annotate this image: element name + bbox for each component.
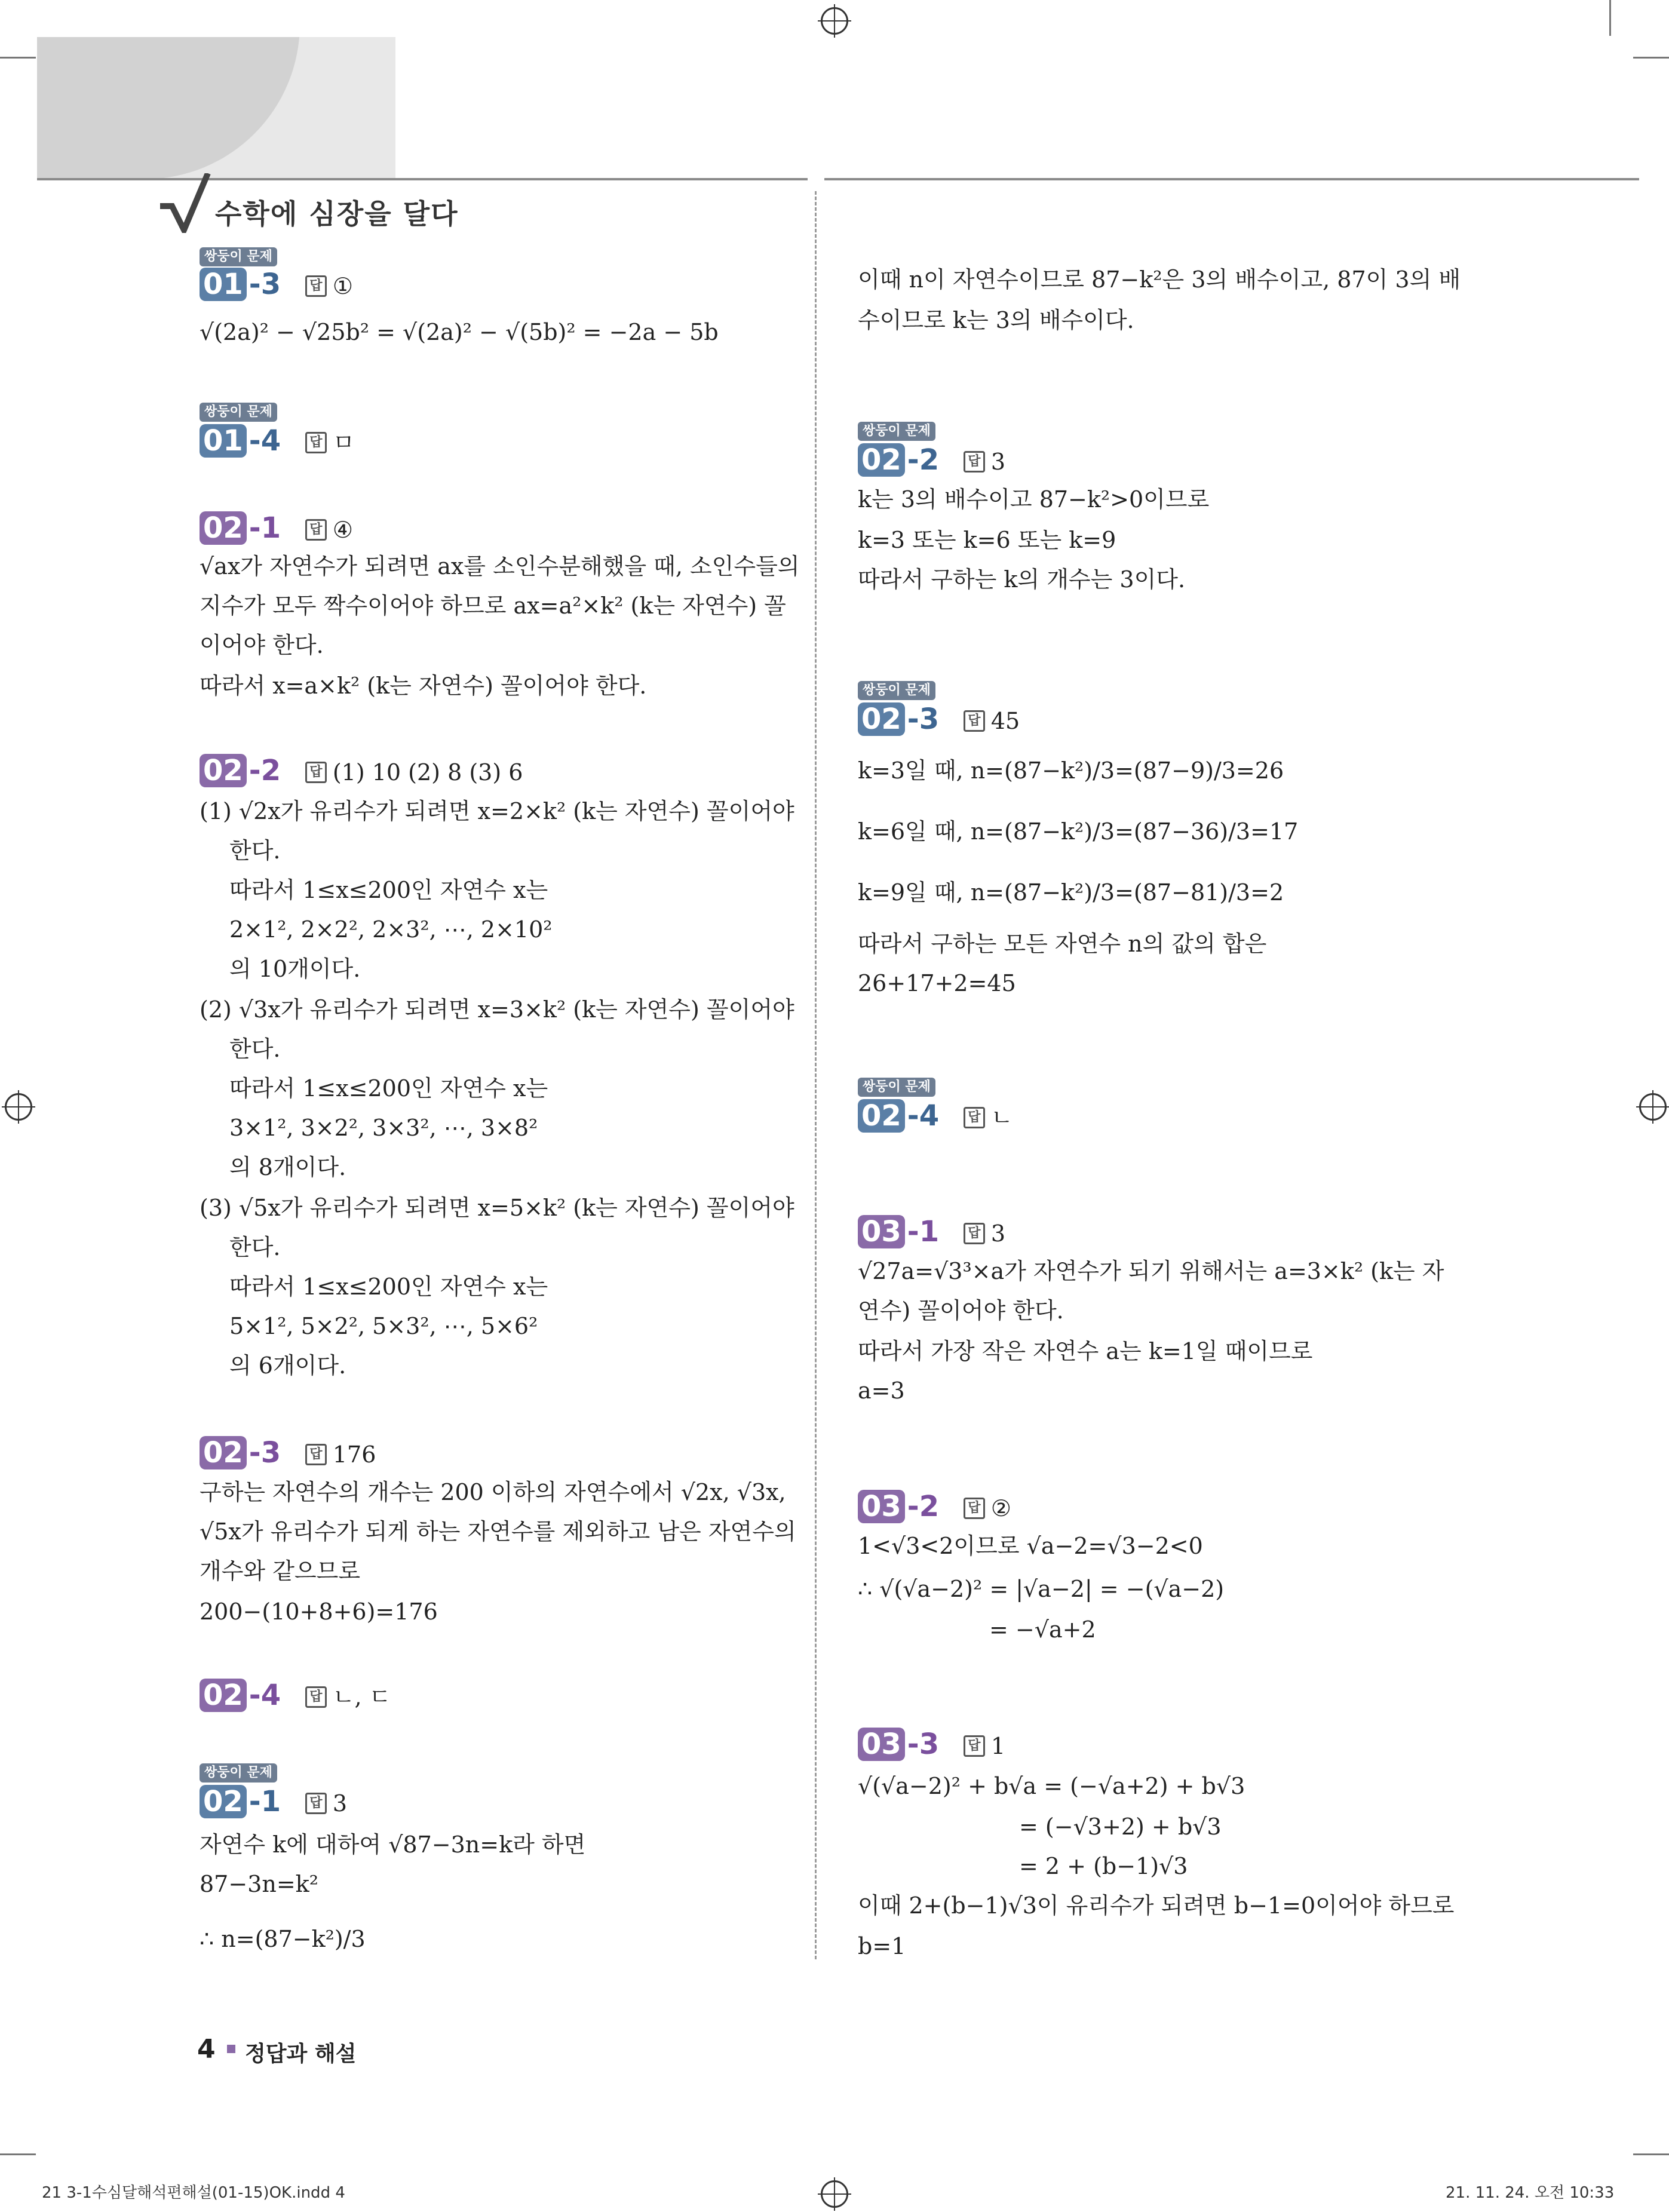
solution-line: 26+17+2=45 [858, 970, 1016, 996]
answer-icon: 답 [964, 1107, 985, 1128]
column-divider [815, 191, 817, 1959]
solution-line: 연수) 꼴이어야 한다. [858, 1297, 1064, 1324]
solution-line: 의 8개이다. [229, 1154, 346, 1180]
solution-line: 지수가 모두 짝수이어야 하므로 ax=a²×k² (k는 자연수) 꼴 [200, 593, 786, 619]
problem-number-02-3: 02 -3 답 176 [200, 1436, 376, 1471]
solution-line: 2×1², 2×2², 2×3², ⋯, 2×10² [229, 916, 553, 943]
solution-line: 1<√3<2이므로 √a−2=√3−2<0 [858, 1533, 1203, 1559]
solution-line: b=1 [858, 1933, 906, 1959]
solution-line: 의 6개이다. [229, 1352, 346, 1379]
solution-line: 수이므로 k는 3의 배수이다. [858, 307, 1134, 333]
answer-icon: 답 [964, 1223, 985, 1244]
solution-line: k=3일 때, n=(87−k²)/3=(87−9)/3=26 [858, 757, 1284, 784]
twin-problem-badge: 쌍둥이 문제 [200, 1763, 277, 1783]
solution-line: 3×1², 3×2², 3×3², ⋯, 3×8² [229, 1115, 538, 1141]
solution-line: 의 10개이다. [229, 956, 361, 982]
solution-line: = 2 + (b−1)√3 [1019, 1853, 1188, 1879]
problem-number-01-3: 01 -3 답 ① [200, 268, 353, 303]
crop-mark [0, 57, 36, 59]
footer-label: 정답과 해설 [245, 2042, 357, 2066]
answer-icon: 답 [305, 1793, 327, 1814]
solution-line: 따라서 1≤x≤200인 자연수 x는 [229, 877, 548, 903]
solution-line: = (−√3+2) + b√3 [1019, 1814, 1222, 1840]
print-slug-file: 21 3-1수심달해석편해설(01-15)OK.indd 4 [42, 2184, 345, 2202]
answer-icon: 답 [964, 1498, 985, 1519]
solution-line: 따라서 구하는 k의 개수는 3이다. [858, 566, 1186, 593]
solution-line: √ax가 자연수가 되려면 ax를 소인수분해했을 때, 소인수들의 [200, 553, 800, 579]
solution-line: (1) √2x가 유리수가 되려면 x=2×k² (k는 자연수) 꼴이어야 [200, 798, 794, 824]
answer-icon: 답 [305, 432, 327, 453]
solution-line: 한다. [229, 1036, 281, 1062]
problem-number-twin-02-4: 02 -4 답 ㄴ [858, 1099, 1013, 1134]
twin-problem-badge: 쌍둥이 문제 [200, 247, 277, 266]
solution-line: 개수와 같으므로 [200, 1558, 361, 1584]
solution-line: 이때 2+(b−1)√3이 유리수가 되려면 b−1=0이어야 하므로 [858, 1892, 1455, 1919]
registration-mark-top [821, 7, 848, 35]
answer-icon: 답 [305, 519, 327, 541]
solution-line: = −√a+2 [989, 1616, 1096, 1643]
crop-mark [1633, 57, 1669, 59]
solution-line: 이때 n이 자연수이므로 87−k²은 3의 배수이고, 87이 3의 배 [858, 266, 1461, 293]
answer-icon: 답 [305, 1686, 327, 1708]
header-rule-right [824, 178, 1639, 180]
root-symbol-icon [160, 173, 214, 233]
print-slug-date: 21. 11. 24. 오전 10:33 [1446, 2184, 1615, 2202]
footer-bullet [227, 2045, 235, 2053]
answer-icon: 답 [305, 762, 327, 783]
problem-number-01-4: 01 -4 답 ㅁ [200, 424, 355, 459]
solution-line: a=3 [858, 1377, 905, 1404]
solution-line: k=3 또는 k=6 또는 k=9 [858, 527, 1116, 553]
solution-line: 따라서 가장 작은 자연수 a는 k=1일 때이므로 [858, 1338, 1313, 1364]
solution-line: (3) √5x가 유리수가 되려면 x=5×k² (k는 자연수) 꼴이어야 [200, 1195, 794, 1221]
problem-number-03-3: 03 -3 답 1 [858, 1728, 1005, 1763]
solution-line: k는 3의 배수이고 87−k²>0이므로 [858, 486, 1210, 513]
crop-mark [1633, 2153, 1669, 2155]
problem-number-twin-02-2: 02 -2 답 3 [858, 443, 1005, 478]
solution-line: 따라서 1≤x≤200인 자연수 x는 [229, 1274, 548, 1300]
problem-number-02-4: 02 -4 답 ㄴ, ㄷ [200, 1679, 391, 1714]
answer-icon: 답 [964, 1735, 985, 1757]
solution-line: √(2a)² − √25b² = √(2a)² − √(5b)² = −2a − 5b [200, 319, 719, 345]
solution-line: 5×1², 5×2², 5×3², ⋯, 5×6² [229, 1313, 538, 1339]
twin-problem-badge: 쌍둥이 문제 [858, 422, 935, 441]
problem-number-03-1: 03 -1 답 3 [858, 1215, 1005, 1250]
answer-icon: 답 [305, 1444, 327, 1465]
solution-line: 한다. [229, 837, 281, 864]
problem-number-02-1: 02 -1 답 ④ [200, 511, 353, 547]
page-number: 4 [197, 2034, 216, 2064]
brand-title: 수학에 심장을 달다 [215, 198, 459, 230]
answer-icon: 답 [305, 275, 327, 297]
crop-mark [1609, 0, 1611, 36]
header-rule-left [37, 178, 808, 180]
solution-line: 구하는 자연수의 개수는 200 이하의 자연수에서 √2x, √3x, [200, 1479, 786, 1505]
problem-number-02-2: 02 -2 답 (1) 10 (2) 8 (3) 6 [200, 754, 523, 789]
crop-mark [0, 2153, 36, 2155]
solution-line: √(√a−2)² + b√a = (−√a+2) + b√3 [858, 1773, 1245, 1799]
solution-line: 한다. [229, 1234, 281, 1260]
twin-problem-badge: 쌍둥이 문제 [200, 403, 277, 422]
twin-problem-badge: 쌍둥이 문제 [858, 681, 935, 700]
registration-mark-bottom [821, 2180, 848, 2208]
solution-line: (2) √3x가 유리수가 되려면 x=3×k² (k는 자연수) 꼴이어야 [200, 996, 794, 1023]
answer-icon: 답 [964, 451, 985, 473]
registration-mark-left [5, 1093, 32, 1121]
twin-problem-badge: 쌍둥이 문제 [858, 1078, 935, 1097]
solution-line: 따라서 1≤x≤200인 자연수 x는 [229, 1075, 548, 1102]
problem-number-twin-02-1: 02 -1 답 3 [200, 1785, 347, 1820]
problem-number-twin-02-3: 02 -3 답 45 [858, 702, 1020, 738]
solution-line: √5x가 유리수가 되게 하는 자연수를 제외하고 남은 자연수의 [200, 1518, 796, 1545]
solution-line: k=9일 때, n=(87−k²)/3=(87−81)/3=2 [858, 879, 1284, 906]
solution-line: ∴ √(√a−2)² = |√a−2| = −(√a−2) [858, 1576, 1225, 1602]
registration-mark-right [1639, 1093, 1667, 1121]
solution-line: 이어야 한다. [200, 632, 324, 658]
problem-number-03-2: 03 -2 답 ② [858, 1490, 1011, 1525]
answer-icon: 답 [964, 710, 985, 732]
solution-line: ∴ n=(87−k²)/3 [200, 1926, 366, 1952]
solution-line: 200−(10+8+6)=176 [200, 1599, 438, 1625]
solution-line: k=6일 때, n=(87−k²)/3=(87−36)/3=17 [858, 818, 1299, 845]
solution-line: 따라서 구하는 모든 자연수 n의 값의 합은 [858, 931, 1267, 957]
solution-line: 자연수 k에 대하여 √87−3n=k라 하면 [200, 1831, 586, 1858]
solution-line: √27a=√3³×a가 자연수가 되기 위해서는 a=3×k² (k는 자 [858, 1258, 1444, 1284]
solution-line: 87−3n=k² [200, 1871, 318, 1897]
solution-line: 따라서 x=a×k² (k는 자연수) 꼴이어야 한다. [200, 673, 647, 699]
